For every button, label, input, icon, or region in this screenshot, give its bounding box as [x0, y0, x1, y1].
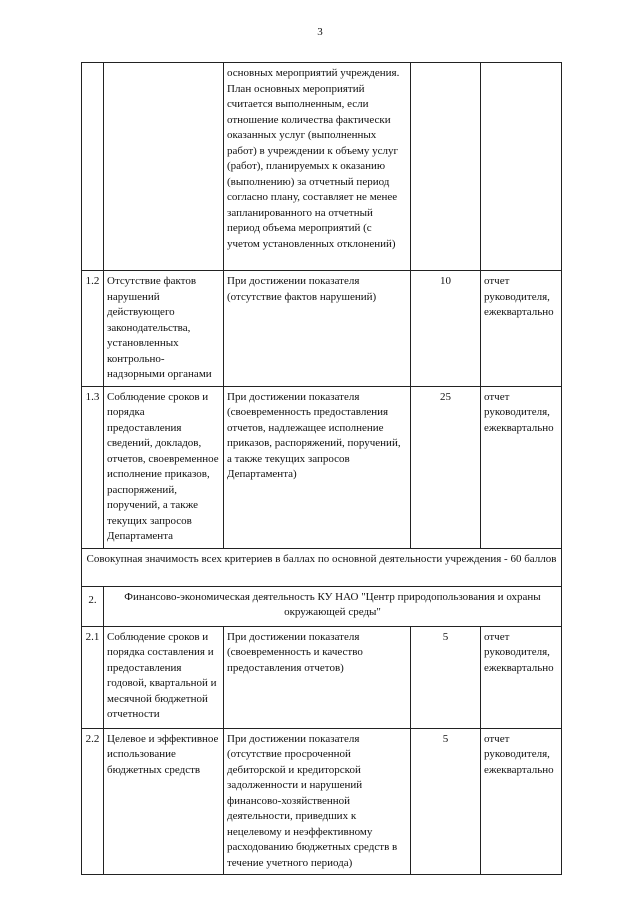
criterion-report: отчет руководителя, ежеквартально: [481, 271, 562, 387]
table-row: [82, 386, 562, 548]
table-row: [82, 728, 562, 875]
criterion-points: 10: [411, 271, 481, 387]
row-number: 1.3: [82, 386, 104, 548]
table-row: [82, 626, 562, 728]
summary-row: [82, 548, 562, 586]
section-number: 2.: [82, 586, 104, 626]
summary-text: Совокупная значимость всех критериев в баллах по основной деятельности учреждения - 60 баллов: [82, 548, 562, 586]
criterion-points: 25: [411, 386, 481, 548]
row-number: 2.2: [82, 728, 104, 875]
criterion-name: Соблюдение сроков и порядка составления и предоставления годовой, квартальной и месячной бюджетной отчетности: [104, 626, 224, 728]
section-header-row: [82, 586, 562, 626]
criterion-report: отчет руководителя, ежеквартально: [481, 386, 562, 548]
criterion-condition: При достижении показателя (отсутствие фактов нарушений): [224, 271, 411, 387]
criterion-report: отчет руководителя, ежеквартально: [481, 626, 562, 728]
criterion-name: Целевое и эффективное использование бюджетных средств: [104, 728, 224, 875]
criterion-condition: При достижении показателя (своевременность и качество предоставления отчетов): [224, 626, 411, 728]
criterion-name: [104, 63, 224, 271]
table-row: [82, 63, 562, 271]
criteria-table: [81, 62, 562, 875]
criterion-name: Соблюдение сроков и порядка предоставления сведений, докладов, отчетов, своевременное исполнение приказов, распоряжений, поручений, а также текущих запросов Департамента: [104, 386, 224, 548]
table-row: [82, 271, 562, 387]
criterion-condition: основных мероприятий учреждения. План основных мероприятий считается выполненным, если отношение количества фактически оказанных услуг (выполненных работ) в учреждении к объему услуг (работ), планируемых к оказанию (выполнению) за отчетный период согласно плану, составляет не менее запланированного на отчетный период объема мероприятий (с учетом установленных отклонений): [224, 63, 411, 271]
criterion-report: [481, 63, 562, 271]
criterion-points: 5: [411, 626, 481, 728]
section-title: Финансово-экономическая деятельность КУ НАО "Центр природопользования и охраны окружающей среды": [104, 586, 562, 626]
criterion-name: Отсутствие фактов нарушений действующего законодательства, установленных контрольно-надзорными органами: [104, 271, 224, 387]
criterion-report: отчет руководителя, ежеквартально: [481, 728, 562, 875]
page-number: 3: [317, 26, 323, 38]
criterion-condition: При достижении показателя (своевременность предоставления отчетов, надлежащее исполнение приказов, распоряжений, поручений, а также текущих запросов Департамента): [224, 386, 411, 548]
row-number: [82, 63, 104, 271]
row-number: 2.1: [82, 626, 104, 728]
criterion-condition: При достижении показателя (отсутствие просроченной дебиторской и кредиторской задолженности и нарушений финансово-хозяйственной деятельности, приведших к нецелевому и неэффективному расходованию бюджетных средств в течение учетного периода): [224, 728, 411, 875]
criterion-points: 5: [411, 728, 481, 875]
criterion-points: [411, 63, 481, 271]
row-number: 1.2: [82, 271, 104, 387]
